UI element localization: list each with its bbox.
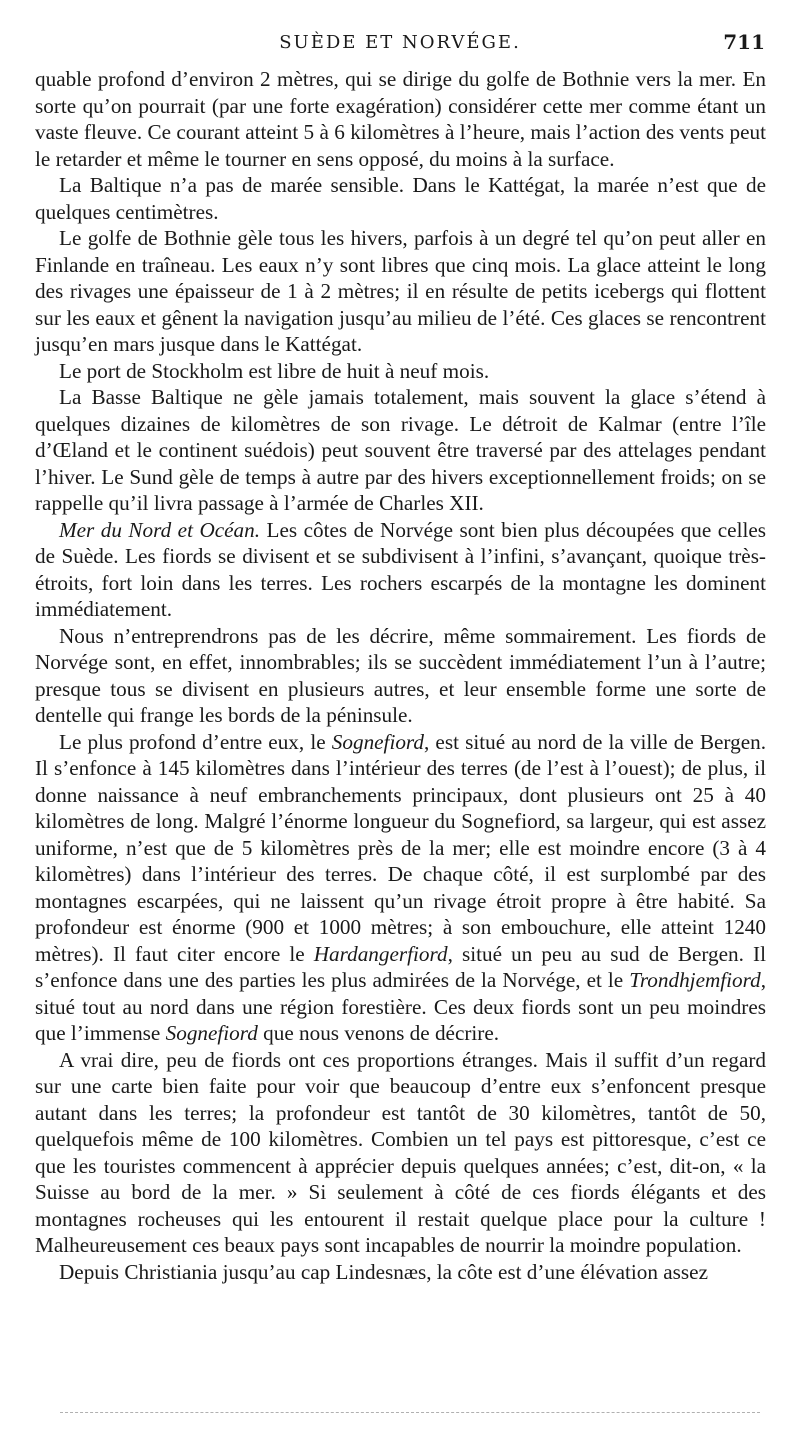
text-run: que nous venons de décrire. bbox=[257, 1021, 500, 1045]
paragraph bbox=[35, 66, 766, 172]
paragraph bbox=[35, 623, 766, 729]
paragraph bbox=[35, 1259, 766, 1286]
text-run: La Baltique n’a pas de marée sensible. Dans le Kattégat, la marée n’est que de quelques centimètres. bbox=[35, 173, 766, 224]
text-run: Le plus profond d’entre eux, le bbox=[59, 729, 332, 754]
paragraph bbox=[35, 384, 766, 517]
text-run: Nous n’entreprendrons pas de les décrire, même sommairement. Les fiords de Norvége sont, en effet, innombrables; ils se succèdent immédiatement l’un à l’autre; presque tous se divisent en plusieurs autres, et leur ensemble forme une sorte de dentelle qui frange les bords de la péninsule. bbox=[35, 623, 766, 727]
italic-term: Mer du Nord et Océan. bbox=[59, 517, 261, 542]
footer-rule bbox=[60, 1412, 760, 1413]
text-run: Depuis Christiania jusqu’au cap Lindesnæs, la côte est d’une élévation assez bbox=[59, 1259, 708, 1284]
page-number: 711 bbox=[723, 30, 765, 54]
text-run: Les côtes de Norvége sont bien plus découpées que celles de Suède. Les fiords se divisent et se subdivisent à l’infini, s’avançant, quoique très-étroits, fort loin dans les terres. Les rochers escarpés de la montagne les dominent immédiatement. bbox=[35, 517, 767, 621]
text-run: quable profond d’environ 2 mètres, qui se dirige du golfe de Bothnie vers la mer. En sorte qu’on pourrait (par une forte exagération) considérer cette mer comme étant un vaste fleuve. Ce courant atteint 5 à 6 kilomètres à l’heure, mais l’action des vents peut le retarder et même le tourner en sens opposé, du moins à la surface. bbox=[35, 67, 766, 171]
body-text bbox=[35, 66, 766, 1285]
text-run: , situé tout au nord dans une région forestière. Ces deux fiords sont un peu moindres que l’immense bbox=[35, 968, 766, 1045]
running-title: SUÈDE ET NORVÉGE. bbox=[279, 32, 521, 53]
text-run: A vrai dire, peu de fiords ont ces proportions étranges. Mais il suffit d’un regard sur une carte bien faite pour voir que beaucoup d’entre eux s’enfoncent presque autant dans les terres; la profondeur est tantôt de 30 kilomètres, tantôt de 50, quelquefois même de 100 kilomètres. Combien un tel pays est pittoresque, c’est ce que les touristes commencent à apprécier depuis quelques années; c’est, dit-on, « la Suisse au bord de la mer. » Si seulement à côté de ces fiords élégants et des montagnes rocheuses qui les entourent il restait quelque place pour la culture ! Malheureusement ces beaux pays sont incapables de nourrir la moindre population. bbox=[35, 1047, 766, 1257]
text-run: La Basse Baltique ne gèle jamais totalement, mais souvent la glace s’étend à quelques dizaines de kilomètres de son rivage. Le détroit de Kalmar (entre l’île d’Œland et le continent suédois) peut souvent être traversé par des attelages pendant l’hiver. Le Sund gèle de temps à autre par des hivers exceptionnellement froids; on se rappelle qu’il livra passage à l’armée de Charles XII. bbox=[35, 385, 766, 515]
paragraph bbox=[35, 225, 766, 358]
paragraph bbox=[35, 358, 766, 385]
paragraph bbox=[35, 172, 766, 225]
page-header bbox=[35, 30, 765, 60]
text-run: Le golfe de Bothnie gèle tous les hivers, parfois à un degré tel qu’on peut aller en Finlande en traîneau. Les eaux n’y sont libres que cinq mois. La glace atteint le long des rivages une épaisseur de 1 à 2 mètres; il en résulte de petits icebergs qui flottent sur les eaux et gênent la navigation jusqu’au milieu de l’été. Ces glaces se rencontrent jusqu’en mars jusque dans le Kattégat. bbox=[35, 226, 766, 356]
text-run: , est situé au nord de la ville de Bergen. Il s’enfonce à 145 kilomètres dans l’intérieur des terres (de l’est à l’ouest); de plus, il donne naissance à neuf embranchements principaux, dont plusieurs ont 25 à 40 kilomètres de long. Malgré l’énorme longueur du Sognefiord, sa largeur, qui est assez uniforme, n’est que de 5 kilomètres près de la mer; elle est moindre encore (3 à 4 kilomètres) dans l’intérieur des terres. De chaque côté, il est surplombé par des montagnes escarpées, qui ne laissent qu’un rivage étroit propre à être habité. Sa profondeur est énorme (900 et 1000 mètres; à son embouchure, elle atteint 1240 mètres). Il faut citer encore le bbox=[35, 729, 766, 966]
italic-term: Sognefiord bbox=[165, 1021, 258, 1045]
paragraph bbox=[35, 517, 766, 623]
italic-term: Hardangerfiord bbox=[313, 941, 448, 966]
text-run: , situé un peu au sud de Bergen. Il s’enfonce dans une des parties les plus admirées de la Norvége, et le bbox=[35, 941, 766, 992]
paragraph bbox=[35, 1047, 766, 1259]
text-run: Le port de Stockholm est libre de huit à neuf mois. bbox=[59, 358, 490, 383]
italic-term: Trondhjemfiord bbox=[629, 968, 761, 992]
paragraph bbox=[35, 729, 766, 1047]
italic-term: Sognefiord bbox=[331, 729, 424, 754]
